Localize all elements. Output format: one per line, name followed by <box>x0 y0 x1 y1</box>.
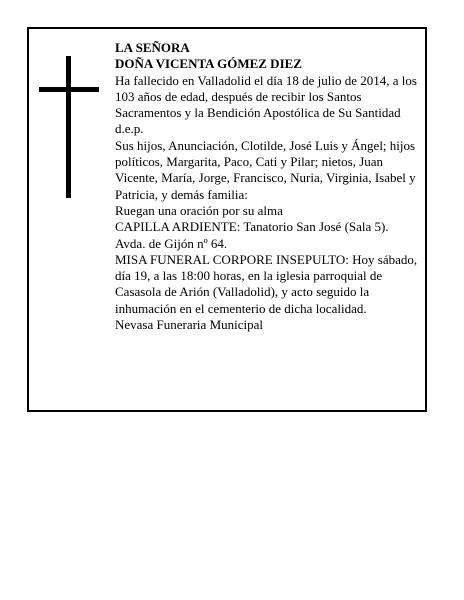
cross-vertical-bar <box>66 56 71 198</box>
deceased-name: DOÑA VICENTA GÓMEZ DIEZ <box>115 56 302 72</box>
death-announcement: Ha fallecido en Valladolid el día 18 de julio de 2014, a los 103 años de edad, después de recibir los Santos Sacramentos y la Bendición Apostólica de Su Santidad d.e.p. <box>115 72 417 137</box>
prayer-request: Ruegan una oración por su alma <box>115 202 283 218</box>
cross-horizontal-bar <box>39 87 99 92</box>
notice-title: LA SEÑORA <box>115 40 190 55</box>
chapel-info: CAPILLA ARDIENTE: Tanatorio San José (Sala 5). Avda. de Gijón nº 64. <box>115 219 389 251</box>
funeral-mass-info: MISA FUNERAL CORPORE INSEPULTO: Hoy sábado, día 19, a las 18:00 horas, en la iglesia parroquial de Casasola de Arión (Valladolid), y acto seguido la inhumación en el cementerio de dicha localidad. <box>115 251 418 316</box>
funeral-home: Nevasa Funeraria Municipal <box>115 317 264 333</box>
notice-text <box>115 40 419 333</box>
obituary-notice <box>27 27 427 412</box>
cross-icon <box>39 56 99 198</box>
family-list: Sus hijos, Anunciación, Clotilde, José Luis y Ángel; hijos políticos, Margarita, Paco, Cati y Pilar; nietos, Juan Vicente, María, Jorge, Francisco, Nuria, Virginia, Isabel y Patricia, y demás familia: <box>115 137 416 202</box>
